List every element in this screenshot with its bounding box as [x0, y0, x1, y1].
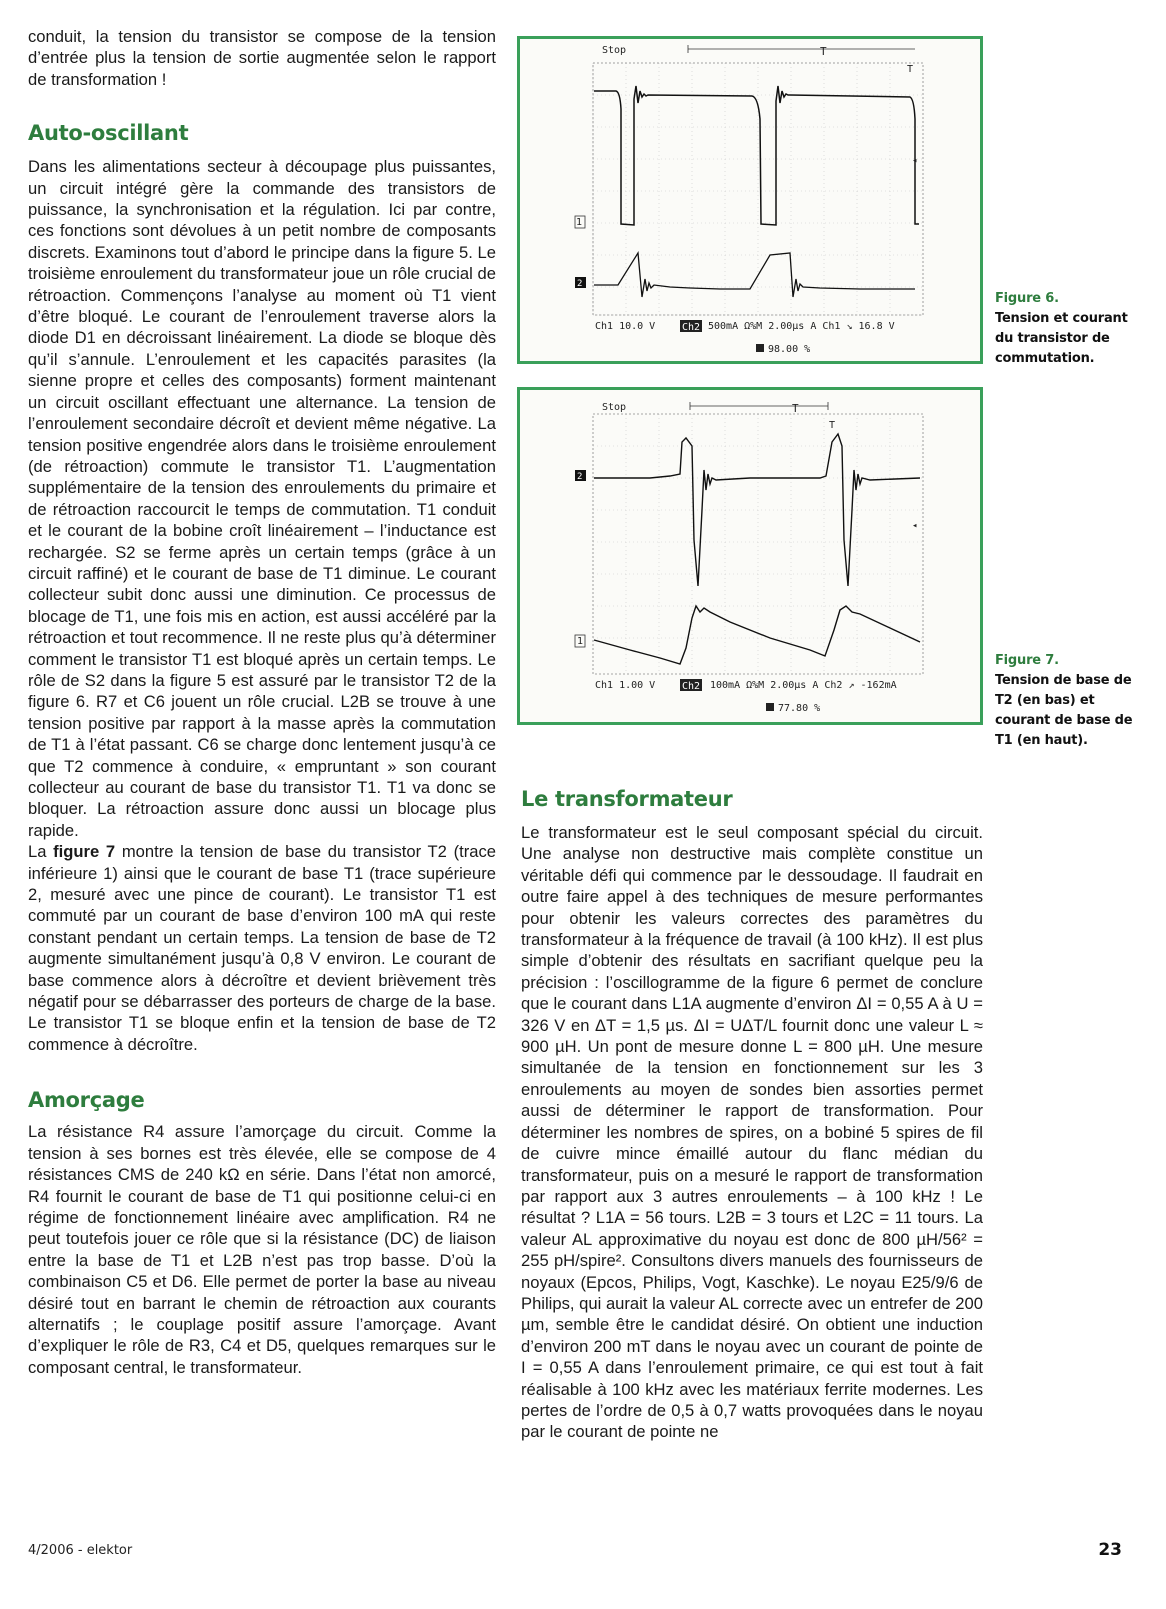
trigger-position-icon: T: [820, 45, 827, 58]
figure7-reference: figure 7: [53, 842, 116, 862]
figure7-trigger-level-icon: T: [829, 420, 836, 431]
figure6-status: Stop: [602, 45, 627, 56]
fig-ref-pre: La: [28, 842, 54, 862]
figure7-trace-ch1: [594, 606, 920, 664]
figure6-trigger-arrow-icon: ◂: [912, 156, 918, 166]
figure6-caption: [995, 289, 1135, 369]
figure6-scope-screen: [520, 39, 980, 361]
figure7-status: Stop: [602, 402, 627, 413]
trigger-level-icon: T: [907, 64, 914, 75]
figure6-readout-ch1: Ch1 10.0 V: [595, 321, 656, 332]
figure7-ch1-marker: 1: [577, 636, 584, 647]
figure7-caption: [995, 651, 1135, 751]
section-title-transformateur: Le transformateur: [521, 787, 733, 811]
figure7-readout-percent: 77.80 %: [778, 703, 821, 714]
figure7-scope-screen: [520, 390, 980, 722]
figure7-caption-number: Figure 7.: [995, 653, 1059, 668]
right-column: [521, 786, 983, 1443]
figure6-readout-settings: 500mA Ω%M 2.00µs A Ch1 ↘ 16.8 V: [708, 321, 895, 332]
figure6-grid: [593, 63, 923, 315]
figure7-readout-ch1: Ch1 1.00 V: [595, 680, 656, 691]
left-column: [28, 26, 496, 1378]
page-number: 23: [1098, 1540, 1122, 1560]
figure6-trace-ch2: [594, 253, 915, 297]
figure7-readout-settings: 100mA Ω%M 2.00µs A Ch2 ↗ -162mA: [710, 680, 897, 691]
figure6-caption-number: Figure 6.: [995, 291, 1059, 306]
auto-oscillant-paragraph: Dans les alimentations secteur à découpage plus puissantes, un circuit intégré gère la commande des transistors de puissance, la synchronisation et la régulation. Ici par contre, ces fonctions sont dévolues à un petit nombre de composants discrets. Examinons tout d’abord le principe dans la figure 5. Le troisième enroulement du transformateur joue un rôle crucial de rétroaction. Commençons l’analyse au moment où T1 vient d’être bloqué. Le courant de l’enroulement traverse alors la diode D1 en décroissant linéairement. La diode se bloque dès qu’il s’annule. L’enroulement et les capacités parasites (la sienne propre et celles des composants) forment maintenant un circuit oscillant effectuant une alternance. La tension de l’enroulement secondaire décroît et devient même négative. La tension positive engendrée alors dans le troisième enroulement (de rétroaction) commute le transistor T1. L’augmentation supplémentaire de la tension des enroulements du primaire et de rétroaction raccourcit le temps de commutation. T1 conduit et le courant de la bobine croît linéairement – l’inductance est rechargée. S2 se ferme après un certain temps (grâce à un circuit raffiné) et le courant de base de T1 diminue. Le courant collecteur subit donc aussi une diminution. Ce processus de blocage de T1, une fois mis en action, est aussi accéléré par la rétroaction et tout recommence. Il ne reste plus qu’à déterminer comment le transistor T1 est bloqué après un certain temps. Le rôle de S2 dans la figure 5 est assuré par le transistor T2 de la figure 6. R7 et C6 jouent un rôle crucial. L2B se trouve à une tension positive par rapport à la masse après la commutation de T1 à l’état passant. C6 se charge donc lentement jusqu’à ce que T2 commence à conduire, « empruntant » son courant collecteur au courant de base du transistor T1. T1 va donc se bloquer. La rétroaction assure donc aussi un blocage plus rapide.: [28, 157, 496, 840]
figure7-readout-ch2-tag: Ch2: [682, 681, 701, 692]
transformateur-paragraph: Le transformateur est le seul composant spécial du circuit. Une analyse non destructive mais complète constitue un véritable défi qui commence par le dessoudage. Il faudrait en outre faire appel à des techniques de mesure performantes pour obtenir les valeurs correctes des paramètres du transformateur à la fréquence de travail (à 100 kHz). Il est plus simple d’obtenir des résultats en sacrifiant quelque peu la précision : l’oscillogramme de la figure 6 permet de conclure que le courant dans L1A augmente d’environ ΔI = 0,55 A à U = 326 V en ΔT = 1,5 µs. ΔI = UΔT/L fournit donc une valeur L ≈ 900 µH. Un pont de mesure donne L = 800 µH. Une mesure simultanée de la tension en fonctionnement sur les 3 enroulements au moyen de sondes bien assorties permet aussi de déterminer le rapport de transformation. Pour déterminer les nombres de spires, on a bobiné 5 spires de fil de cuivre mince émaillé autour du flanc médian du transformateur, puis on a mesuré le rapport de transformation par rapport aux 3 autres enroulements – à 100 kHz ! Le résultat ? L1A = 56 tours. L2B = 3 tours et L2C = 11 tours. La valeur AL approximative du noyau est donc de 800 µH/56² = 255 pH/spire². Consultons divers manuels des fournisseurs de noyaux (Epcos, Philips, Vogt, Kaschke). Le noyau E25/9/6 de Philips, qui aurait la valeur AL correcte avec un entrefer de 200 µm, semble être le candidat désiré. On obtient une induction d’environ 200 mT dans le noyau avec un courant de pointe de I = 0,55 A dans l’enroulement primaire, ce qui est tout à fait réalisable à 100 kHz avec les matériaux ferrite modernes. Les pertes de l’ordre de 0,5 à 0,7 watts provoquées dans le noyau par le courant de pointe ne: [521, 823, 983, 1442]
figure7-trigger-arrow-icon: ◂: [912, 521, 918, 531]
section-title-amorcage: Amorçage: [28, 1088, 145, 1113]
figure6-ch2-marker: 2: [577, 279, 583, 289]
intro-paragraph: conduit, la tension du transistor se compose de la tension d’entrée plus la tension de sortie augmentée selon le rapport de transformation !: [28, 27, 496, 89]
section-title-auto-oscillant: Auto-oscillant: [28, 121, 189, 146]
figure6-trace-ch1: [594, 86, 919, 225]
fig-ref-post: montre la tension de base du transistor T2 (trace inférieure 1) ainsi que le courant de base T1 (trace supérieure 2, mesuré avec une pince de courant). Le transistor T1 est commuté par un courant de base d’environ 100 mA qui reste constant pendant un certain temps. La tension de base de T2 augmente simultanément jusqu’à 0,8 V environ. Le courant de base commence alors à décroître et devient brièvement très négatif pour se débarrasser des porteurs de charge de la base. Le transistor T1 se bloque enfin et la tension de base de T2 commence à décroître.: [28, 842, 496, 1054]
figure7-oscillogram: [517, 387, 983, 725]
figure7-grid: [593, 414, 923, 674]
figure6-readout-percent: 98.00 %: [768, 344, 811, 355]
figure7-ch2-marker: 2: [577, 472, 583, 482]
figure7-paragraph: [28, 841, 496, 1055]
amorcage-paragraph: La résistance R4 assure l’amorçage du circuit. Comme la tension à ses bornes est très élevée, elle se compose de 4 résistances CMS de 240 kΩ en série. Dans l’état non amorcé, R4 fournit le courant de base de T1 qui positionne celui-ci en régime de fonctionnement linéaire avec amplification. R4 ne peut toutefois jouer ce rôle que si la résistance (DC) de liaison entre la base de T1 et L2B n’est pas trop basse. D’où la combinaison C5 et D6. Elle permet de porter la base au niveau désiré tout en barrant le chemin de rétroaction aux courants alternatifs ; le couplage positif assure l’amorçage. Avant d’expliquer le rôle de R3, C4 et D5, quelques remarques sur le composant central, le transformateur.: [28, 1122, 496, 1377]
figure6-oscillogram: [517, 36, 983, 364]
figure6-caption-text: Tension et courant du transistor de commutation.: [995, 311, 1128, 366]
figure7-trigger-position-icon: T: [792, 402, 799, 415]
footer-issue: 4/2006 - elektor: [28, 1543, 133, 1558]
figure7-caption-text: Tension de base de T2 (en bas) et courant de base de T1 (en haut).: [995, 673, 1133, 748]
figure6-ch1-marker: 1: [576, 217, 583, 228]
figure6-readout-ch2-tag: Ch2: [682, 322, 701, 333]
